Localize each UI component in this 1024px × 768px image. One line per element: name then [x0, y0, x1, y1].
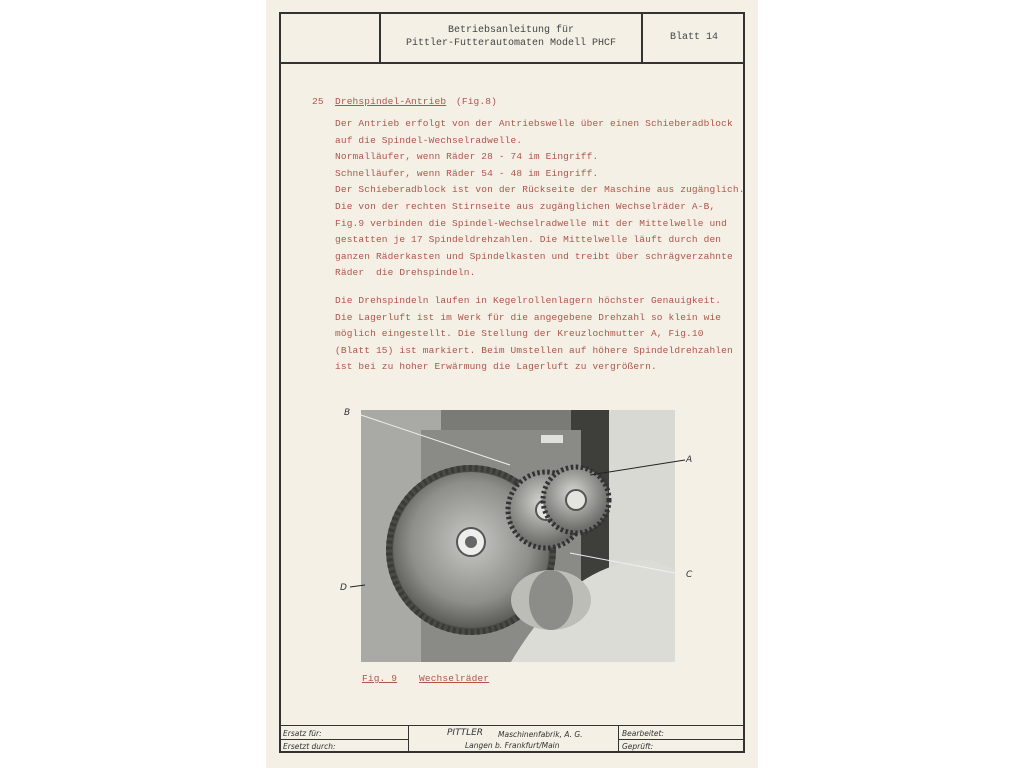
footer-company-name: PITTLER — [447, 728, 484, 738]
header-title-line1: Betriebsanleitung für — [447, 25, 575, 36]
header-title-cell — [381, 12, 643, 64]
text-line: ganzen Räderkasten und Spindelkasten und treibt über schrägverzahnte — [335, 250, 733, 262]
footer-company-rest: Maschinenfabrik, A. G. — [498, 730, 583, 739]
section-fig-ref: (Fig.8) — [456, 96, 497, 107]
leader-lines — [340, 405, 700, 600]
footer-right-divider — [618, 739, 745, 740]
text-line: Fig.9 verbinden die Spindel-Wechselradwelle mit der Mittelwelle und — [335, 217, 728, 229]
footer-top-line — [279, 725, 745, 726]
label-c: C — [686, 570, 693, 580]
text-line: (Blatt 15) ist markiert. Beim Umstellen auf höhere Spindeldrehzahlen — [335, 344, 733, 356]
text-line: ist bei zu hoher Erwärmung die Lagerluft zu vergrößern. — [335, 361, 657, 373]
header-sheet-cell — [643, 12, 745, 64]
figure-caption-text: Wechselräder — [419, 673, 490, 684]
text-line: Normalläufer, wenn Räder 28 - 74 im Eingriff. — [335, 151, 599, 163]
text-line: Die von der rechten Stirnseite aus zugänglichen Wechselräder A-B, — [335, 201, 716, 212]
label-a: A — [686, 455, 693, 465]
text-line: Der Antrieb erfolgt von der Antriebswelle über einen Schieberadblock — [335, 118, 733, 129]
text-line: Der Schieberadblock ist von der Rückseite der Maschine aus zugänglich. — [335, 184, 745, 196]
header-left-cell — [279, 12, 381, 64]
text-line: Die Lagerluft ist im Werk für die angegebene Drehzahl so klein wie — [335, 311, 722, 323]
text-line: möglich eingestellt. Die Stellung der Kreuzlochmutter A, Fig.10 — [335, 328, 704, 340]
text-line: Räder die Drehspindeln. — [335, 267, 476, 279]
sheet-number: Blatt 14 — [669, 31, 718, 43]
footer-company-address: Langen b. Frankfurt/Main — [465, 741, 560, 750]
label-b: B — [344, 408, 351, 418]
footer-replacement-for: Ersatz für: — [283, 729, 322, 738]
label-d: D — [340, 583, 347, 593]
text-line: gestatten je 17 Spindeldrehzahlen. Die Mittelwelle läuft durch den — [335, 234, 722, 246]
text-line: auf die Spindel-Wechselradwelle. — [335, 134, 523, 146]
footer-replaced-by: Ersetzt durch: — [283, 742, 336, 751]
header-title-line2: Pittler-Futterautomaten Modell PHCF — [405, 38, 617, 49]
footer-left-divider — [279, 739, 409, 740]
footer-vline-left — [408, 725, 409, 753]
figure-caption-number: Fig. 9 — [362, 673, 398, 684]
footer-vline-right — [618, 725, 619, 753]
footer-edited: Bearbeitet: — [622, 729, 664, 738]
section-title: Drehspindel-Antrieb — [335, 96, 447, 107]
text-line: Schnelläufer, wenn Räder 54 - 48 im Eingriff. — [335, 167, 599, 179]
footer-checked: Geprüft: — [622, 742, 654, 751]
section-number: 25 — [312, 96, 324, 107]
text-line: Die Drehspindeln laufen in Kegelrollenlagern höchster Genauigkeit. — [335, 295, 722, 306]
